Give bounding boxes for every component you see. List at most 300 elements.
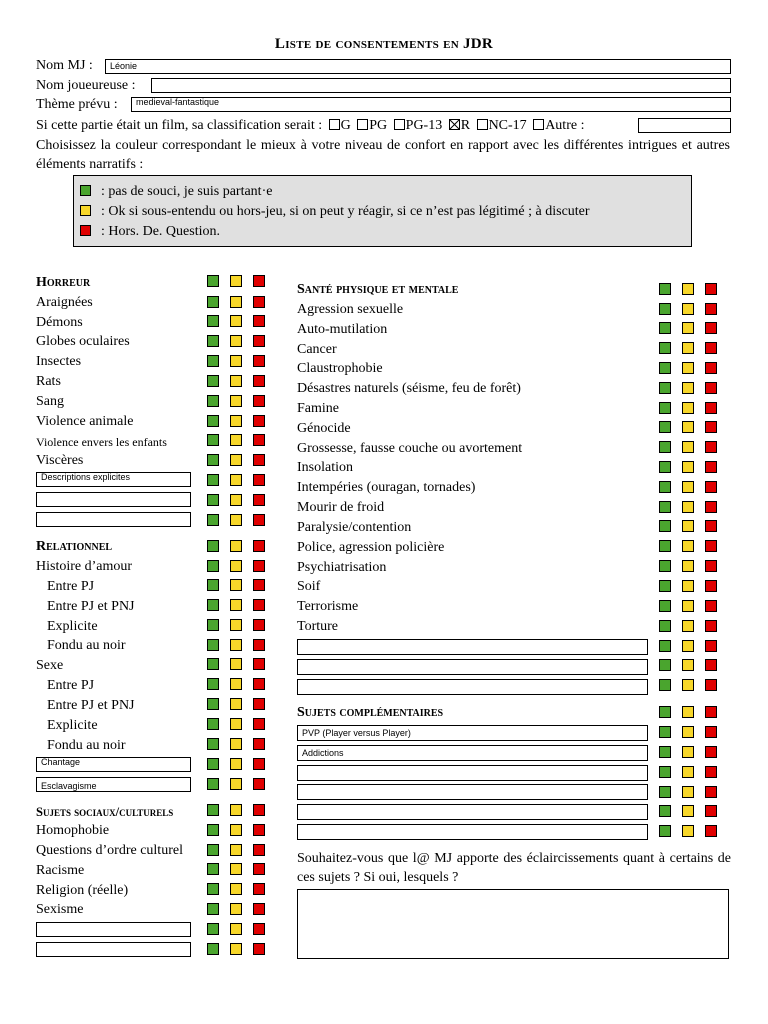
legend-green-text: : pas de souci, je suis partant·e xyxy=(101,184,273,199)
red-box[interactable] xyxy=(253,698,265,710)
custom-extra-5[interactable] xyxy=(297,804,648,820)
rating-boxes[interactable] xyxy=(207,560,267,572)
yellow-box[interactable] xyxy=(682,805,694,817)
health-header-boxes[interactable] xyxy=(659,283,719,295)
yellow-box[interactable] xyxy=(682,706,694,718)
red-box[interactable] xyxy=(253,923,265,935)
yellow-box[interactable] xyxy=(682,580,694,592)
green-box[interactable] xyxy=(659,560,671,572)
rating-boxes[interactable] xyxy=(207,315,267,327)
yellow-box[interactable] xyxy=(682,766,694,778)
green-box[interactable] xyxy=(659,382,671,394)
yellow-box[interactable] xyxy=(230,758,242,770)
green-box[interactable] xyxy=(207,658,219,670)
yellow-box[interactable] xyxy=(230,883,242,895)
rating-boxes[interactable] xyxy=(207,579,267,591)
red-box[interactable] xyxy=(705,746,717,758)
topic-homophobie: Homophobie xyxy=(36,823,110,838)
red-box[interactable] xyxy=(705,580,717,592)
rating-boxes[interactable] xyxy=(207,395,267,407)
green-box[interactable] xyxy=(659,501,671,513)
green-box[interactable] xyxy=(659,786,671,798)
custom-health-3[interactable] xyxy=(297,679,648,695)
yellow-box[interactable] xyxy=(682,481,694,493)
green-swatch xyxy=(80,185,91,196)
red-box[interactable] xyxy=(253,619,265,631)
green-box[interactable] xyxy=(207,844,219,856)
red-box[interactable] xyxy=(705,441,717,453)
rating-boxes[interactable] xyxy=(207,599,267,611)
yellow-box[interactable] xyxy=(230,540,242,552)
yellow-box[interactable] xyxy=(230,355,242,367)
yellow-box[interactable] xyxy=(230,718,242,730)
topic-psychiatrisation: Psychiatrisation xyxy=(297,560,387,575)
red-box[interactable] xyxy=(705,540,717,552)
topic-rats: Rats xyxy=(36,374,61,389)
green-box[interactable] xyxy=(659,766,671,778)
green-box[interactable] xyxy=(207,678,219,690)
yellow-box[interactable] xyxy=(230,514,242,526)
rating-boxes[interactable] xyxy=(659,600,719,612)
custom-extra-4[interactable] xyxy=(297,784,648,800)
red-box[interactable] xyxy=(253,579,265,591)
rating-boxes[interactable] xyxy=(659,620,719,632)
green-box[interactable] xyxy=(659,640,671,652)
red-box[interactable] xyxy=(253,639,265,651)
red-box[interactable] xyxy=(705,679,717,691)
rating-boxes[interactable] xyxy=(659,461,719,473)
social-header-boxes[interactable] xyxy=(207,804,267,816)
green-box[interactable] xyxy=(207,804,219,816)
red-box[interactable] xyxy=(253,804,265,816)
rating-boxes[interactable] xyxy=(659,560,719,572)
red-box[interactable] xyxy=(253,903,265,915)
green-box[interactable] xyxy=(207,943,219,955)
green-box[interactable] xyxy=(659,441,671,453)
rating-boxes[interactable] xyxy=(207,923,267,935)
rating-boxes[interactable] xyxy=(659,805,719,817)
rating-boxes[interactable] xyxy=(659,580,719,592)
green-box[interactable] xyxy=(207,758,219,770)
green-box[interactable] xyxy=(207,738,219,750)
custom-horror-3[interactable] xyxy=(36,512,191,527)
yellow-box[interactable] xyxy=(230,658,242,670)
rating-boxes[interactable] xyxy=(207,335,267,347)
rating-boxes[interactable] xyxy=(659,501,719,513)
green-box[interactable] xyxy=(659,461,671,473)
yellow-box[interactable] xyxy=(230,434,242,446)
yellow-box[interactable] xyxy=(682,402,694,414)
green-box[interactable] xyxy=(659,580,671,592)
red-box[interactable] xyxy=(253,434,265,446)
rating-row xyxy=(36,117,584,135)
rating-boxes[interactable] xyxy=(207,514,267,526)
rating-boxes[interactable] xyxy=(659,382,719,394)
rating-boxes[interactable] xyxy=(659,726,719,738)
rating-boxes[interactable] xyxy=(207,619,267,631)
red-box[interactable] xyxy=(253,540,265,552)
red-box[interactable] xyxy=(253,678,265,690)
rating-boxes[interactable] xyxy=(207,824,267,836)
rating-boxes[interactable] xyxy=(659,441,719,453)
custom-social-2[interactable] xyxy=(36,942,191,957)
yellow-box[interactable] xyxy=(230,375,242,387)
yellow-box[interactable] xyxy=(682,283,694,295)
green-box[interactable] xyxy=(659,421,671,433)
green-box[interactable] xyxy=(207,599,219,611)
green-box[interactable] xyxy=(207,863,219,875)
yellow-box[interactable] xyxy=(230,454,242,466)
player-name-field[interactable] xyxy=(151,78,731,93)
relational-header-boxes[interactable] xyxy=(207,540,267,552)
red-box[interactable] xyxy=(705,362,717,374)
rating-boxes[interactable] xyxy=(207,778,267,790)
rating-boxes[interactable] xyxy=(659,825,719,837)
yellow-box[interactable] xyxy=(682,520,694,532)
yellow-box[interactable] xyxy=(682,322,694,334)
yellow-box[interactable] xyxy=(230,678,242,690)
red-box[interactable] xyxy=(253,883,265,895)
green-box[interactable] xyxy=(207,639,219,651)
topic-araignees: Araignées xyxy=(36,295,93,310)
rating-boxes[interactable] xyxy=(207,658,267,670)
red-box[interactable] xyxy=(253,758,265,770)
rating-pg13-label: PG-13 xyxy=(405,118,443,133)
green-box[interactable] xyxy=(659,600,671,612)
green-box[interactable] xyxy=(207,434,219,446)
red-box[interactable] xyxy=(253,599,265,611)
red-box[interactable] xyxy=(705,283,717,295)
green-box[interactable] xyxy=(659,362,671,374)
red-box[interactable] xyxy=(253,514,265,526)
red-box[interactable] xyxy=(705,461,717,473)
red-box[interactable] xyxy=(705,402,717,414)
green-box[interactable] xyxy=(659,679,671,691)
red-box[interactable] xyxy=(705,640,717,652)
red-box[interactable] xyxy=(705,382,717,394)
rating-boxes[interactable] xyxy=(659,520,719,532)
yellow-box[interactable] xyxy=(230,296,242,308)
red-box[interactable] xyxy=(253,658,265,670)
green-box[interactable] xyxy=(659,746,671,758)
yellow-box[interactable] xyxy=(682,825,694,837)
yellow-box[interactable] xyxy=(230,579,242,591)
yellow-box[interactable] xyxy=(230,619,242,631)
yellow-box[interactable] xyxy=(230,395,242,407)
topic-amour-explicite: Explicite xyxy=(47,619,98,634)
green-box[interactable] xyxy=(207,514,219,526)
rating-boxes[interactable] xyxy=(659,540,719,552)
green-box[interactable] xyxy=(207,315,219,327)
green-box[interactable] xyxy=(207,619,219,631)
rating-boxes[interactable] xyxy=(659,322,719,334)
rating-boxes[interactable] xyxy=(207,863,267,875)
rating-boxes[interactable] xyxy=(659,679,719,691)
rating-boxes[interactable] xyxy=(207,883,267,895)
yellow-box[interactable] xyxy=(682,461,694,473)
red-box[interactable] xyxy=(705,303,717,315)
rating-boxes[interactable] xyxy=(659,766,719,778)
rating-boxes[interactable] xyxy=(207,434,267,446)
section-relational-title: Relationnel xyxy=(36,539,113,554)
yellow-box[interactable] xyxy=(230,943,242,955)
yellow-box[interactable] xyxy=(230,698,242,710)
yellow-box[interactable] xyxy=(230,560,242,572)
green-box[interactable] xyxy=(207,560,219,572)
yellow-box[interactable] xyxy=(682,620,694,632)
extra-header-boxes[interactable] xyxy=(659,706,719,718)
red-box[interactable] xyxy=(705,786,717,798)
green-box[interactable] xyxy=(659,726,671,738)
topic-sexe-explicite: Explicite xyxy=(47,718,98,733)
yellow-box[interactable] xyxy=(230,824,242,836)
clarification-answer-field[interactable] xyxy=(297,889,729,959)
topic-famine: Famine xyxy=(297,401,339,416)
yellow-box[interactable] xyxy=(230,844,242,856)
yellow-box[interactable] xyxy=(230,415,242,427)
yellow-box[interactable] xyxy=(230,863,242,875)
rating-boxes[interactable] xyxy=(207,355,267,367)
red-box[interactable] xyxy=(253,474,265,486)
green-box[interactable] xyxy=(207,718,219,730)
topic-soif: Soif xyxy=(297,579,321,594)
rating-other-field[interactable] xyxy=(638,118,731,133)
rating-boxes[interactable] xyxy=(207,474,267,486)
green-box[interactable] xyxy=(207,903,219,915)
custom-relational-2[interactable]: Esclavagisme xyxy=(36,777,191,792)
red-box[interactable] xyxy=(253,275,265,287)
red-box[interactable] xyxy=(705,501,717,513)
custom-extra-6[interactable] xyxy=(297,824,648,840)
section-extra-title: Sujets complémentaires xyxy=(297,705,444,720)
rating-boxes[interactable] xyxy=(207,903,267,915)
red-box[interactable] xyxy=(253,943,265,955)
topic-intemperies: Intempéries (ouragan, tornades) xyxy=(297,480,476,495)
green-box[interactable] xyxy=(207,454,219,466)
green-box[interactable] xyxy=(207,923,219,935)
red-box[interactable] xyxy=(253,560,265,572)
green-box[interactable] xyxy=(207,415,219,427)
custom-social-1[interactable] xyxy=(36,922,191,937)
yellow-box[interactable] xyxy=(682,746,694,758)
yellow-box[interactable] xyxy=(682,362,694,374)
rating-pg-checkbox[interactable] xyxy=(357,119,368,130)
rating-boxes[interactable] xyxy=(659,362,719,374)
player-label: Nom joueureuse : xyxy=(36,78,136,93)
green-box[interactable] xyxy=(659,481,671,493)
green-box[interactable] xyxy=(207,275,219,287)
horror-header-boxes[interactable] xyxy=(207,275,267,287)
red-box[interactable] xyxy=(253,296,265,308)
green-box[interactable] xyxy=(207,395,219,407)
green-box[interactable] xyxy=(659,540,671,552)
red-box[interactable] xyxy=(253,415,265,427)
yellow-box[interactable] xyxy=(230,474,242,486)
red-box[interactable] xyxy=(253,863,265,875)
custom-health-1[interactable] xyxy=(297,639,648,655)
rating-boxes[interactable] xyxy=(207,718,267,730)
yellow-box[interactable] xyxy=(230,599,242,611)
rating-boxes[interactable] xyxy=(207,639,267,651)
green-box[interactable] xyxy=(207,474,219,486)
topic-paralysie: Paralysie/contention xyxy=(297,520,412,535)
green-box[interactable] xyxy=(207,494,219,506)
rating-boxes[interactable] xyxy=(659,402,719,414)
yellow-box[interactable] xyxy=(682,640,694,652)
yellow-box[interactable] xyxy=(682,726,694,738)
yellow-box[interactable] xyxy=(682,303,694,315)
red-box[interactable] xyxy=(705,481,717,493)
custom-relational-1[interactable]: Chantage xyxy=(36,757,191,772)
red-box[interactable] xyxy=(253,494,265,506)
yellow-box[interactable] xyxy=(682,659,694,671)
yellow-box[interactable] xyxy=(230,738,242,750)
rating-boxes[interactable] xyxy=(659,746,719,758)
red-box[interactable] xyxy=(253,824,265,836)
rating-boxes[interactable] xyxy=(207,698,267,710)
yellow-box[interactable] xyxy=(230,923,242,935)
rating-boxes[interactable] xyxy=(207,758,267,770)
yellow-box[interactable] xyxy=(230,639,242,651)
green-box[interactable] xyxy=(207,355,219,367)
custom-horror-1[interactable]: Descriptions explicites xyxy=(36,472,191,487)
custom-extra-2[interactable]: Addictions xyxy=(297,745,648,761)
yellow-box[interactable] xyxy=(230,275,242,287)
red-box[interactable] xyxy=(705,342,717,354)
green-box[interactable] xyxy=(207,824,219,836)
red-box[interactable] xyxy=(705,520,717,532)
yellow-box[interactable] xyxy=(230,903,242,915)
custom-extra-3[interactable] xyxy=(297,765,648,781)
topic-auto-mutilation: Auto-mutilation xyxy=(297,322,388,337)
red-box[interactable] xyxy=(705,620,717,632)
theme-field[interactable]: medieval-fantastique xyxy=(131,97,731,112)
rating-boxes[interactable] xyxy=(207,296,267,308)
yellow-box[interactable] xyxy=(230,778,242,790)
red-box[interactable] xyxy=(253,778,265,790)
rating-boxes[interactable] xyxy=(659,342,719,354)
yellow-box[interactable] xyxy=(682,382,694,394)
red-box[interactable] xyxy=(253,454,265,466)
green-box[interactable] xyxy=(659,706,671,718)
green-box[interactable] xyxy=(659,620,671,632)
rating-boxes[interactable] xyxy=(659,786,719,798)
yellow-box[interactable] xyxy=(682,560,694,572)
rating-boxes[interactable] xyxy=(207,738,267,750)
green-box[interactable] xyxy=(659,402,671,414)
theme-row xyxy=(36,96,118,114)
green-box[interactable] xyxy=(659,342,671,354)
custom-extra-1[interactable]: PVP (Player versus Player) xyxy=(297,725,648,741)
rating-boxes[interactable] xyxy=(207,844,267,856)
green-box[interactable] xyxy=(207,579,219,591)
rating-boxes[interactable] xyxy=(207,943,267,955)
red-box[interactable] xyxy=(705,600,717,612)
yellow-box[interactable] xyxy=(682,679,694,691)
rating-boxes[interactable] xyxy=(659,421,719,433)
red-box[interactable] xyxy=(705,766,717,778)
red-box[interactable] xyxy=(253,395,265,407)
yellow-box[interactable] xyxy=(682,786,694,798)
yellow-box[interactable] xyxy=(230,335,242,347)
rating-boxes[interactable] xyxy=(207,454,267,466)
red-box[interactable] xyxy=(253,355,265,367)
red-box[interactable] xyxy=(253,738,265,750)
yellow-box[interactable] xyxy=(682,600,694,612)
rating-nc17-label: NC-17 xyxy=(488,118,527,133)
rating-boxes[interactable] xyxy=(207,415,267,427)
rating-r-checkbox[interactable] xyxy=(449,119,460,130)
green-box[interactable] xyxy=(207,540,219,552)
instructions xyxy=(36,136,730,174)
green-box[interactable] xyxy=(207,335,219,347)
green-box[interactable] xyxy=(659,659,671,671)
rating-nc17-checkbox[interactable] xyxy=(477,119,488,130)
rating-pg13-checkbox[interactable] xyxy=(394,119,405,130)
gm-label: Nom MJ : xyxy=(36,58,93,73)
green-box[interactable] xyxy=(659,283,671,295)
custom-health-2[interactable] xyxy=(297,659,648,675)
rating-boxes[interactable] xyxy=(659,303,719,315)
topic-insectes: Insectes xyxy=(36,354,82,369)
red-box[interactable] xyxy=(253,718,265,730)
red-box[interactable] xyxy=(705,659,717,671)
yellow-box[interactable] xyxy=(230,804,242,816)
yellow-box[interactable] xyxy=(682,441,694,453)
topic-violence-animale: Violence animale xyxy=(36,414,134,429)
rating-boxes[interactable] xyxy=(659,659,719,671)
yellow-box[interactable] xyxy=(230,494,242,506)
red-box[interactable] xyxy=(705,825,717,837)
rating-g-checkbox[interactable] xyxy=(329,119,340,130)
red-box[interactable] xyxy=(253,315,265,327)
green-box[interactable] xyxy=(659,825,671,837)
red-box[interactable] xyxy=(705,322,717,334)
green-box[interactable] xyxy=(207,296,219,308)
rating-other-checkbox[interactable] xyxy=(533,119,544,130)
rating-boxes[interactable] xyxy=(659,481,719,493)
rating-boxes[interactable] xyxy=(659,640,719,652)
gm-name-field[interactable]: Léonie xyxy=(105,59,731,74)
red-box[interactable] xyxy=(705,560,717,572)
green-box[interactable] xyxy=(207,778,219,790)
yellow-box[interactable] xyxy=(230,315,242,327)
rating-r-label: R xyxy=(460,118,471,133)
rating-boxes[interactable] xyxy=(207,678,267,690)
green-box[interactable] xyxy=(207,375,219,387)
red-box[interactable] xyxy=(253,844,265,856)
red-box[interactable] xyxy=(705,805,717,817)
rating-boxes[interactable] xyxy=(207,375,267,387)
green-box[interactable] xyxy=(207,883,219,895)
green-box[interactable] xyxy=(659,805,671,817)
yellow-box[interactable] xyxy=(682,540,694,552)
red-box[interactable] xyxy=(253,335,265,347)
green-box[interactable] xyxy=(659,322,671,334)
rating-boxes[interactable] xyxy=(207,494,267,506)
red-box[interactable] xyxy=(705,706,717,718)
yellow-box[interactable] xyxy=(682,501,694,513)
custom-horror-2[interactable] xyxy=(36,492,191,507)
green-box[interactable] xyxy=(207,698,219,710)
yellow-box[interactable] xyxy=(682,421,694,433)
yellow-box[interactable] xyxy=(682,342,694,354)
green-box[interactable] xyxy=(659,520,671,532)
red-box[interactable] xyxy=(253,375,265,387)
red-box[interactable] xyxy=(705,421,717,433)
green-box[interactable] xyxy=(659,303,671,315)
red-box[interactable] xyxy=(705,726,717,738)
